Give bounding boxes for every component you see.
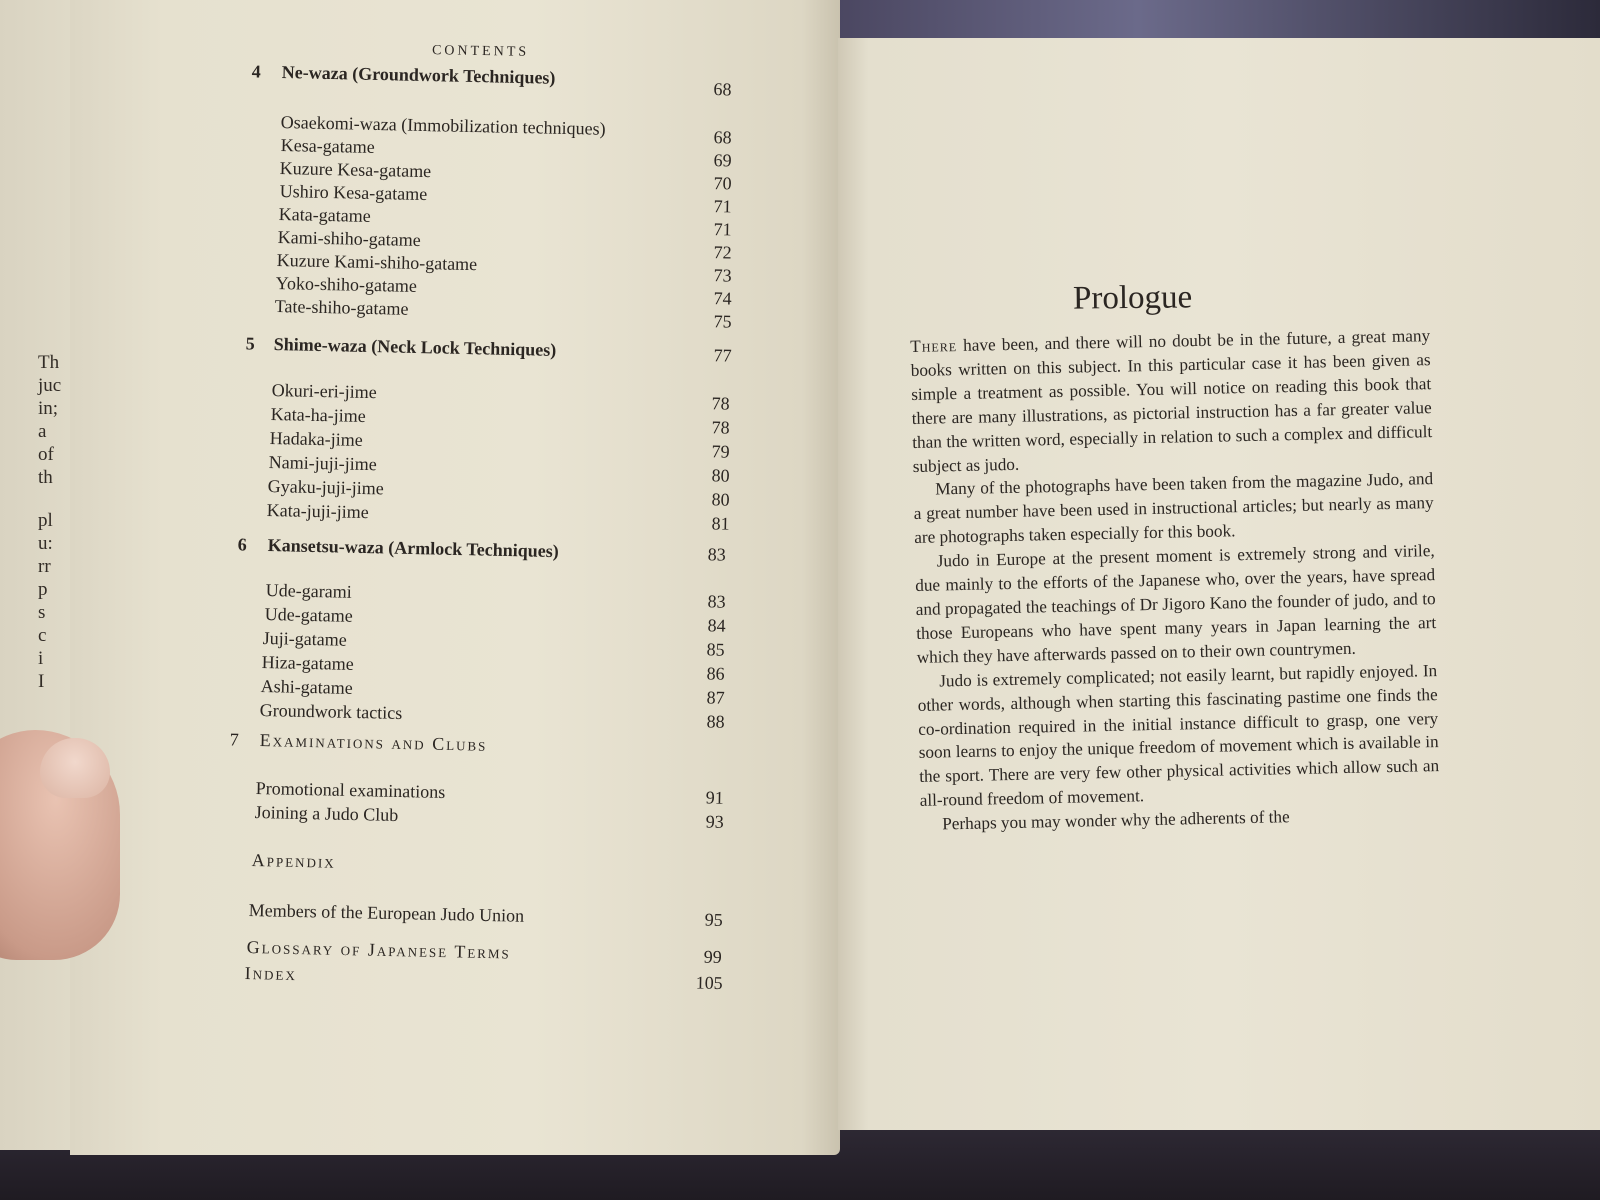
toc-chapter-number: 7: [229, 729, 240, 750]
toc-page-number: 71: [713, 219, 732, 240]
back-page-fragment: u:: [38, 533, 53, 554]
toc-page-number: 83: [707, 544, 726, 565]
prologue-paragraph: Perhaps you may wonder why the adherents of the: [942, 807, 1290, 834]
toc-page-number: 68: [713, 79, 732, 100]
back-page-fragment: pl: [38, 510, 53, 531]
toc-page-number: 75: [713, 311, 732, 332]
toc-page-number: 105: [695, 972, 723, 994]
toc-entry-title: Ude-gatame: [264, 604, 353, 626]
back-page-fragment: c: [38, 625, 47, 646]
toc-page-number: 99: [703, 946, 722, 967]
prologue-body: [910, 324, 1440, 837]
toc-entry-title: Tate-shiho-gatame: [274, 296, 409, 319]
toc-entry-title: Ashi-gatame: [260, 676, 353, 698]
back-page-fragment: in;: [38, 398, 59, 419]
toc-page-number: 78: [711, 417, 730, 438]
prologue-paragraph-text: have been, and there will no doubt be in the future, a great many books written on this subject. In this particular case it has been given as simple a treatment as possible. You will notice on reading this book that there are many illustrations, as pictorial instruction has a far greater value than the written word, especially in relation to such a complex and difficult subject as judo.: [910, 326, 1433, 476]
toc-page-number: 68: [713, 127, 732, 148]
toc-entry-title: Joining a Judo Club: [254, 802, 399, 826]
toc-chapter-title: Shime-waza (Neck Lock Techniques): [273, 334, 557, 360]
back-page-fragment: s: [38, 602, 46, 623]
prologue-paragraph: Judo is extremely complicated; not easily learnt, but rapidly enjoyed. In other words, although when starting this fascinating pastime one finds the co-ordination required in the initial instance difficult to grasp, one very soon learns to enjoy the unique freedom of movement which is available in the sport. There are very few other physical activities which allow such an all-round freedom of movement.: [917, 660, 1440, 811]
toc-page-number: 83: [707, 591, 726, 612]
toc-entry-title: Groundwork tactics: [259, 700, 403, 723]
toc-page-number: 74: [713, 288, 732, 309]
toc-entry-title: Okuri-eri-jime: [271, 380, 377, 403]
toc-page-number: 71: [713, 196, 732, 217]
toc-page-number: 73: [713, 265, 732, 286]
prologue-lead-word: There: [910, 336, 958, 356]
toc-entry-title: Members of the European Judo Union: [248, 900, 525, 926]
prologue-paragraph: Judo in Europe at the present moment is extremely strong and virile, due mainly to the efforts of the Japanese who, over the years, have spread and propagated the teachings of Dr Jigoro Kano the founder of judo, and to those Europeans who have spent many years in Japan learning the art which they have afterwards passed on to their own countrymen.: [915, 541, 1437, 667]
toc-entry-title: Juji-gatame: [262, 628, 347, 650]
toc-page-number: 93: [705, 811, 724, 832]
toc-chapter-number: 4: [251, 61, 262, 82]
toc-entry-title: Hiza-gatame: [261, 652, 354, 674]
toc-entry-title: Hadaka-jime: [269, 428, 363, 450]
back-page-fragment: juc: [38, 375, 62, 396]
toc-page-number: 95: [704, 909, 723, 930]
toc-section-title: Appendix: [251, 850, 336, 872]
toc-page-number: 79: [711, 441, 730, 462]
toc-section-title: Index: [244, 963, 298, 985]
toc-page-number: 87: [706, 687, 725, 708]
contents-heading: CONTENTS: [431, 43, 530, 60]
toc-page-number: 85: [706, 639, 725, 660]
prologue-title: Prologue: [1072, 279, 1193, 317]
back-page-fragment: p: [38, 579, 48, 600]
toc-entry-title: Osaekomi-waza (Immobilization techniques): [280, 112, 606, 139]
toc-entry-title: Ushiro Kesa-gatame: [279, 181, 428, 205]
toc-chapter-number: 5: [245, 333, 256, 354]
toc-page-number: 80: [711, 465, 730, 486]
toc-entry-title: Promotional examinations: [255, 778, 446, 802]
toc-chapter-title: Examinations and Clubs: [259, 730, 488, 755]
toc-page-number: 86: [706, 663, 725, 684]
toc-entry-title: Kuzure Kami-shiho-gatame: [276, 250, 478, 275]
back-page-fragment: I: [38, 671, 45, 692]
toc-chapter-number: 6: [237, 534, 248, 555]
back-page-fragment: th: [38, 467, 53, 488]
prologue-paragraph: [910, 324, 1433, 478]
toc-entry-title: Kata-gatame: [278, 204, 371, 226]
toc-page-number: 80: [711, 489, 730, 510]
thumbnail-nail: [40, 738, 110, 798]
back-page-fragment: Th: [38, 352, 60, 373]
toc-page-number: 77: [713, 345, 732, 366]
toc-entry-title: Kesa-gatame: [280, 135, 375, 157]
back-page-fragment: a: [38, 421, 47, 442]
toc-entry-title: Gyaku-juji-jime: [267, 476, 384, 499]
back-page-fragment: of: [38, 444, 54, 465]
toc-page-number: 72: [713, 242, 732, 263]
back-page-fragment: rr: [38, 556, 51, 577]
toc-page-number: 70: [713, 173, 732, 194]
back-page-fragment: i: [38, 648, 44, 669]
toc-entry-title: Kuzure Kesa-gatame: [279, 158, 432, 182]
toc-entry-title: Yoko-shiho-gatame: [275, 273, 418, 296]
toc-page-number: 84: [707, 615, 726, 636]
prologue-paragraph: Many of the photographs have been taken from the magazine Judo, and a great number have been used in instructional articles; but nearly as many are photographs taken especially for this book.: [913, 469, 1434, 548]
toc-chapter-title: Kansetsu-waza (Armlock Techniques): [267, 535, 559, 562]
toc-page-number: 81: [711, 513, 730, 534]
toc-entry-title: Kata-ha-jime: [270, 404, 366, 426]
toc-entry-title: Kami-shiho-gatame: [277, 227, 421, 250]
toc-entry-title: Ude-garami: [265, 580, 352, 602]
toc-page-number: 91: [705, 787, 724, 808]
toc-entry-title: Kata-juji-jime: [266, 500, 369, 523]
toc-entry-title: Nami-juji-jime: [268, 452, 377, 475]
toc-page-number: 78: [711, 393, 730, 414]
toc-page-number: 69: [713, 150, 732, 171]
toc-page-number: 88: [706, 711, 725, 732]
toc-chapter-title: Ne-waza (Groundwork Techniques): [281, 62, 556, 88]
toc-section-title: Glossary of Japanese Terms: [246, 937, 511, 963]
